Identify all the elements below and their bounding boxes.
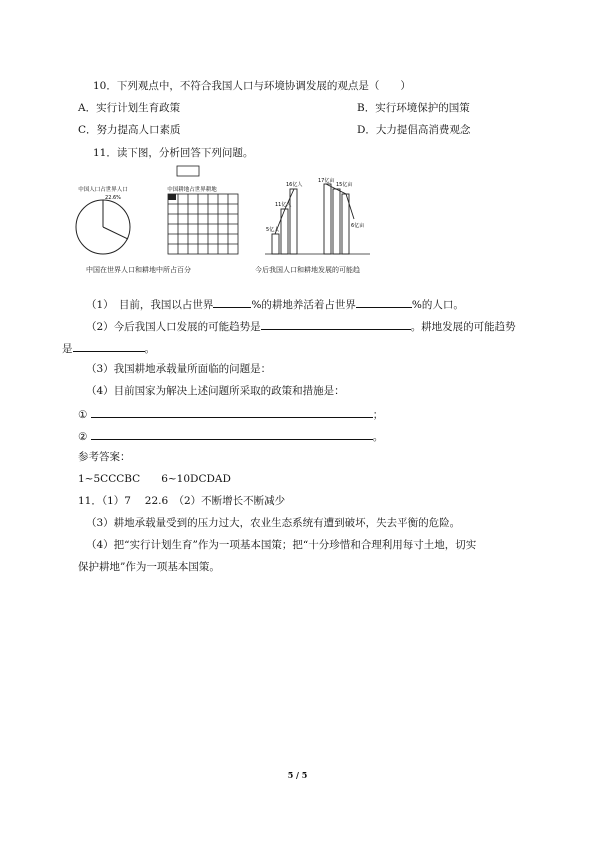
answers-11-part4a: （4）把“实行计划生育”作为一项基本国策；把“十分珍惜和合理利用每寸土地，切实 [86, 539, 477, 551]
bar-label-11: 11亿人 [275, 202, 292, 208]
legend-box [177, 166, 199, 176]
answers-heading: 参考答案： [78, 451, 131, 463]
answers-11-part3: （3）耕地承载量受到的压力过大，农业生态系统有遭到破坏，失去平衡的危险。 [86, 517, 461, 529]
q11-sub2-text-b: 。耕地发展的可能趋势 [410, 321, 516, 333]
q11-item1-blank[interactable] [91, 406, 373, 418]
population-bars [272, 189, 297, 254]
q11-sub1-blank-2[interactable] [356, 296, 412, 308]
q11-sub2 [86, 318, 516, 334]
q11-sub1-text-c: %的人口。 [411, 299, 464, 311]
pie-value: 22.6% [105, 195, 121, 201]
q11-sub4: （4）目前国家为解决上述问题所采取的政策和措施是： [86, 385, 345, 397]
q11-item1-mark: ① [78, 409, 88, 421]
pie-slice-edge-2 [103, 227, 128, 239]
bar-label-16: 16亿人 [286, 182, 303, 188]
q11-item2-end: 。 [372, 431, 384, 443]
farmland-grid [168, 194, 238, 254]
q10-option-c: C．努力提高人口素质 [78, 124, 181, 136]
grid-shaded-cell [168, 194, 176, 200]
q11-stem: 11．读下图，分析回答下列问题。 [93, 147, 254, 159]
pie-title: 中国人口占世界人口 [78, 187, 128, 193]
q11-sub2-blank-1[interactable] [261, 318, 411, 330]
q11-sub2-text-d: 。 [144, 343, 155, 355]
q11-sub1-text-a: （1） 目前，我国以占世界 [86, 299, 214, 311]
farmland-bars [324, 184, 349, 254]
q10-stem: 10．下列观点中，不符合我国人口与环境协调发展的观点是（ ） [93, 80, 411, 92]
grid-title: 中国耕地占世界耕地 [167, 187, 217, 193]
figure-caption-right: 今后我国人口和耕地发展的可能趋 [255, 266, 360, 274]
q11-sub2-cont [62, 340, 155, 356]
q11-sub1-text-b: %的耕地养活着占世界 [251, 299, 356, 311]
answers-11-part4b: 保护耕地”作为一项基本国策。 [78, 561, 220, 573]
q10-option-b: B．实行环境保护的国策 [357, 102, 470, 114]
answers-11-part1: 11．（1）7 22.6 （2）不断增长不断减少 [78, 495, 286, 507]
q11-item1-end: ； [372, 409, 384, 421]
q10-option-a: A．实行计划生育政策 [78, 102, 181, 114]
answers-choice: 1~5CCCBC 6~10DCDAD [78, 473, 231, 485]
bar-label-5: 5亿人 [266, 227, 280, 233]
q11-sub1-blank-1[interactable] [213, 296, 251, 308]
q11-item2 [78, 428, 383, 444]
q11-sub2-blank-2[interactable] [73, 340, 145, 352]
page-number: 5 / 5 [287, 770, 308, 780]
q11-item2-mark: ② [78, 431, 88, 443]
q10-option-d: D．大力提倡高消费观念 [357, 124, 471, 136]
bar-label-6: 6亿亩 [351, 223, 365, 229]
figure-caption-left: 中国在世界人口和耕地中所占百分 [86, 266, 191, 274]
q11-item2-blank[interactable] [91, 428, 373, 440]
q11-sub3: （3）我国耕地承载量所面临的问题是： [86, 363, 272, 375]
bar-label-17: 17亿亩 [318, 178, 335, 184]
q11-sub2-text-a: （2）今后我国人口发展的可能趋势是 [86, 321, 261, 333]
q11-item1 [78, 406, 383, 422]
q11-sub2-text-c: 是 [62, 343, 73, 355]
bar-label-15: 15亿亩 [336, 182, 353, 188]
q11-sub1 [86, 296, 464, 312]
